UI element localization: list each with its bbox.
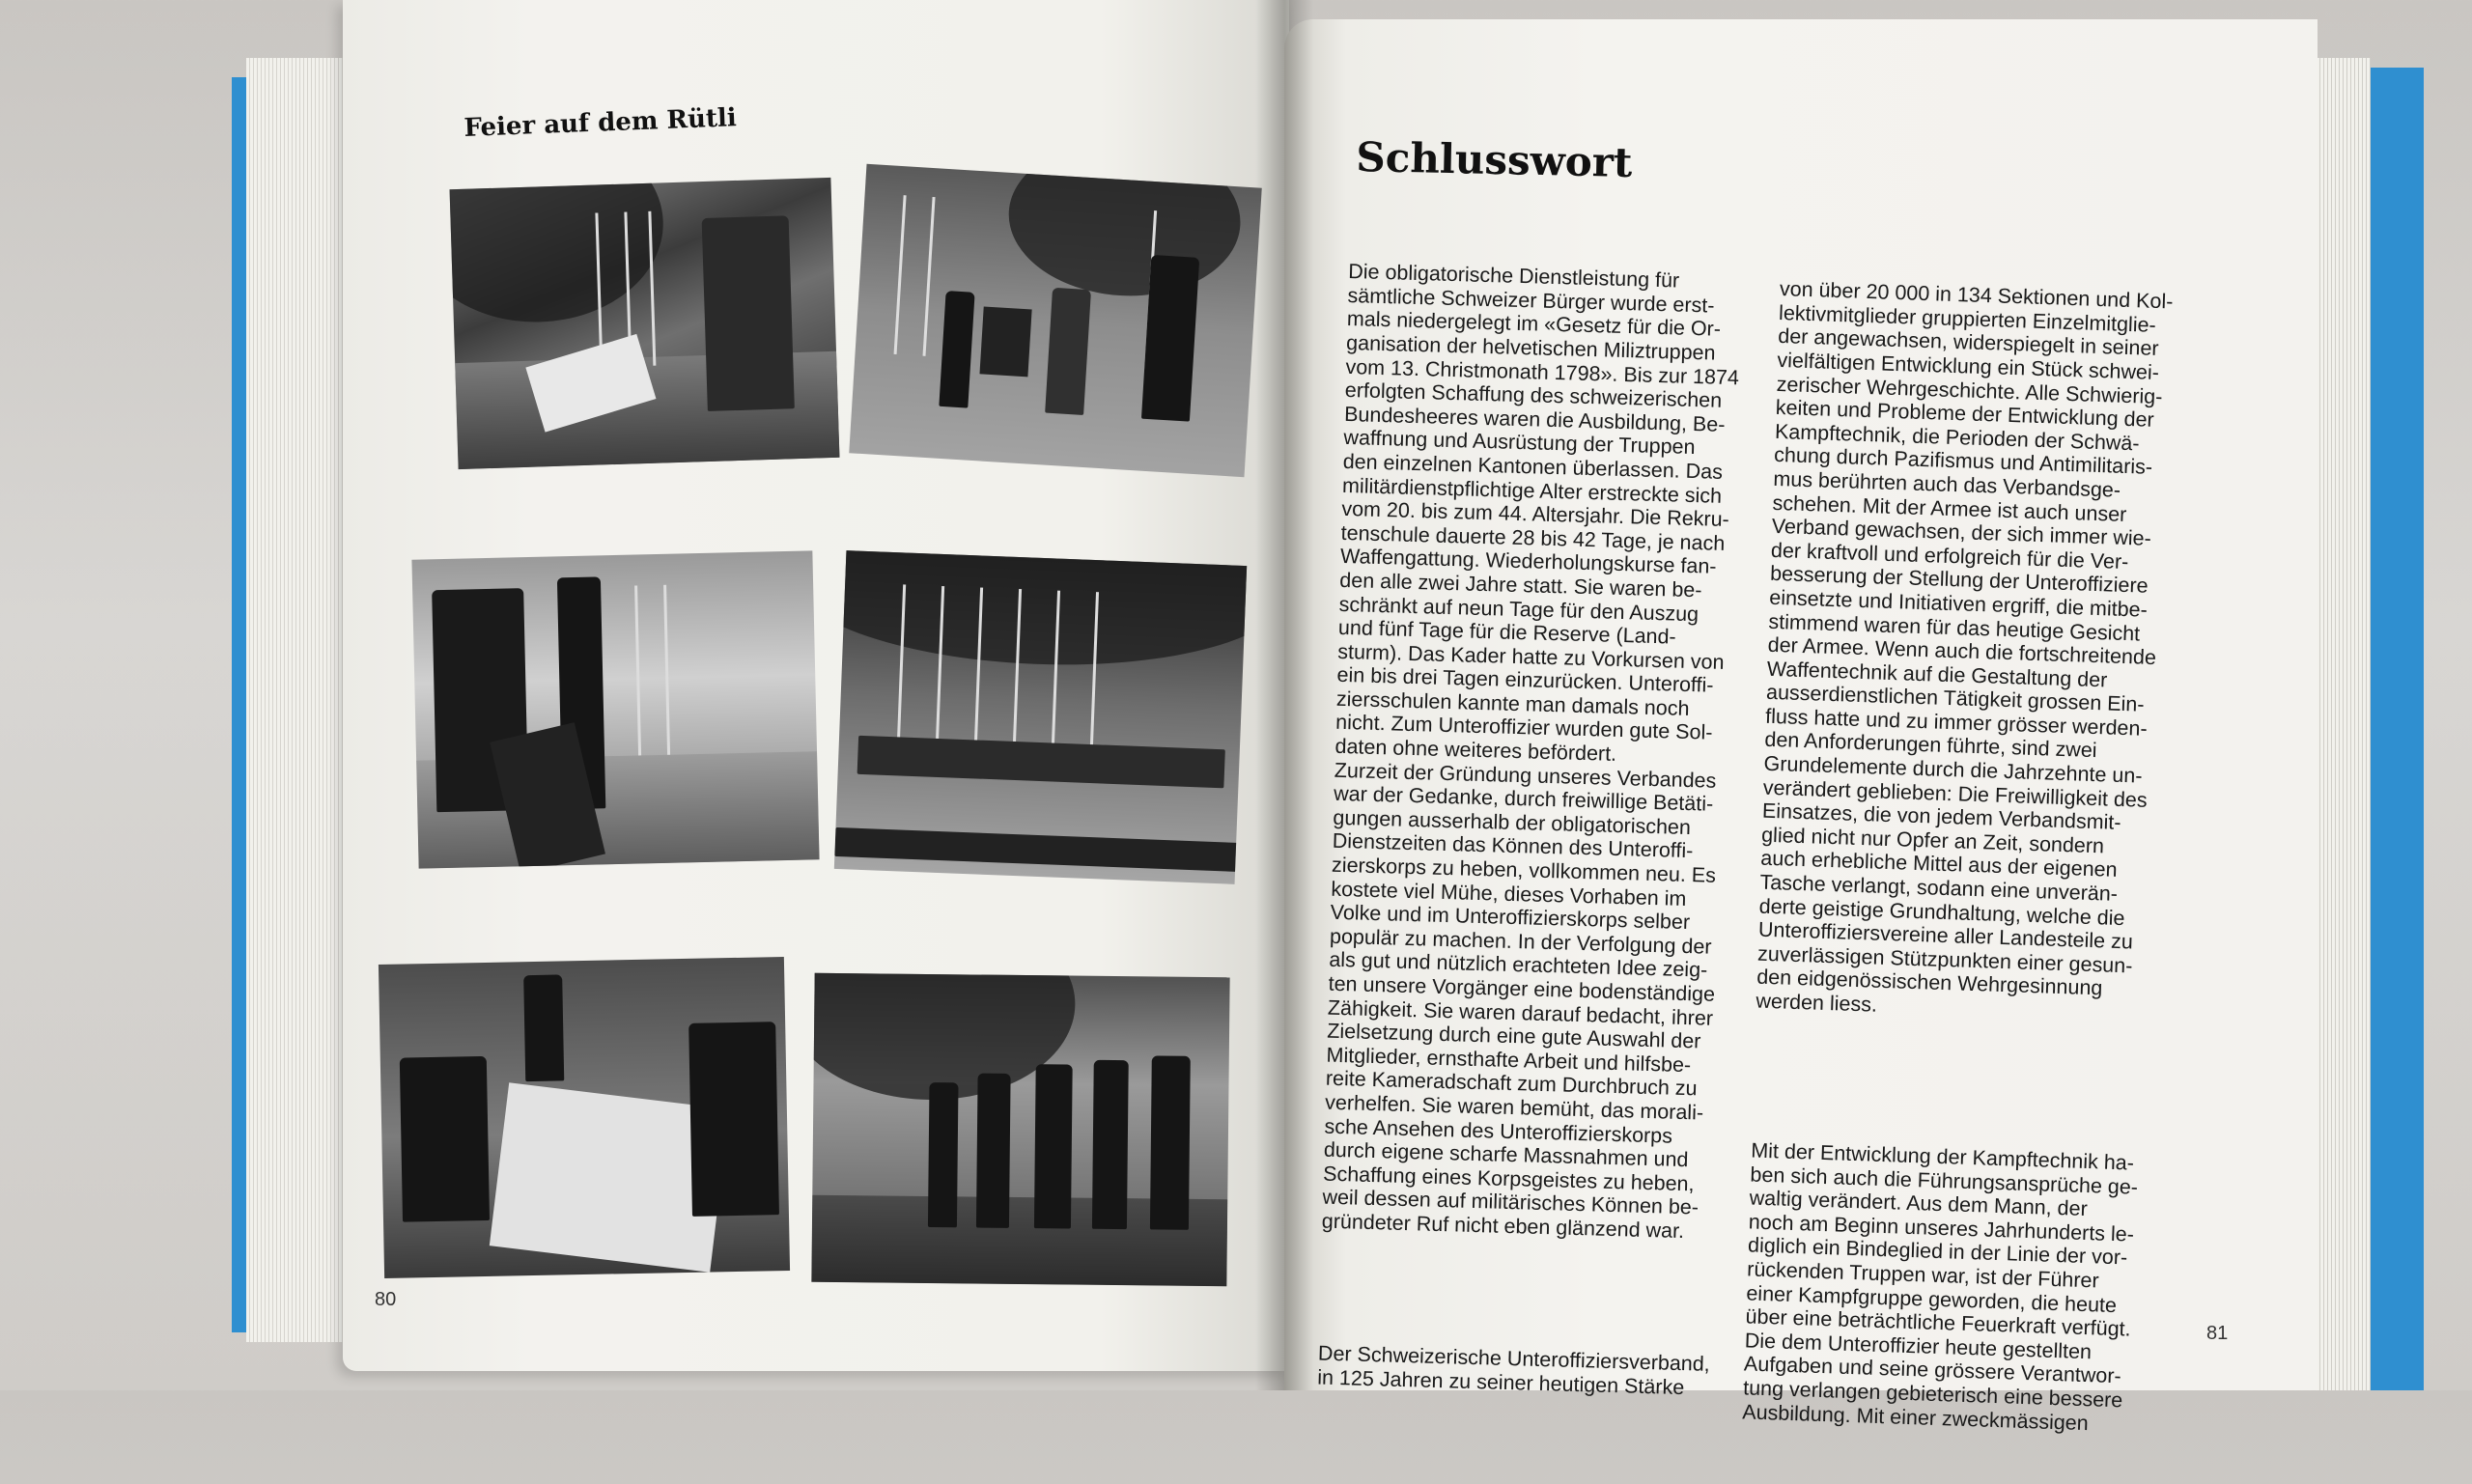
right-page-number: 81 <box>2206 1323 2229 1344</box>
paragraph-2: Der Schweizerische Unteroffiziersverband, in 125 Jahren zu seiner heutigen Stärke <box>1316 1341 1711 1399</box>
right-page-heading: Schlusswort <box>1355 133 1633 186</box>
photo-speaker-officer <box>450 178 840 469</box>
photo-banquet <box>379 957 790 1278</box>
paragraph-1: Die obligatorische Dienstleistung für sämtliche Schweizer Bürger wurde erst- mals niedergelegt im «Gesetz für die Or- ganisation der helvetischen Miliztruppen vom 13. Christmonath 1798». Bis zur 1874 erfolgten Schaffung des schweizerischen Bundesheeres waren die Ausbildung, Be- waffnung und Ausrüstung der Truppen den einzelnen Kantonen überlassen. Das militärdienstpflichtige Alter erstreckte sich vom 20. bis zum 44. Altersjahr. Die Rekru- tenschule dauerte 28 bis 42 Tage, je nach Waffengattung. Wiederholungskurse fan- den alle zwei Jahre statt. Sie waren be- schränkt auf neun Tage für den Auszug und fünf Tage für die Reserve (Land- sturm). Das Kader hatte zu Vorkursen von ein bis drei Tagen einzurücken. Unteroffi- ziersschulen kannte man damals noch nicht. Zum Unteroffizier wurden gute Sol- daten ohne weiteres befördert. Zurzeit der Gründung unseres Verbandes war der Gedanke, durch freiwillige Betäti- gungen ausserhalb der obligatorischen Dienstzeiten das Können des Unteroffi- zierskorps zu heben, vollkommen neu. Es kostete viel Mühe, dieses Vorhaben im Volke und im Unteroffizierskorps selber populär zu machen. In der Verfolgung der als gut und nützlich erachteten Idee zeig- ten unsere Vorgänger eine bodenständige Zähigkeit. Sie waren darauf bedacht, ihrer Zielsetzung durch eine gute Auswahl der Mitglieder, ernsthafte Arbeit und hilfsbe- reite Kameradschaft zum Durchbruch zu verhelfen. Sie waren bemüht, das morali- sche Ansehen des Unteroffizierskorps durch eigene scharfe Massnahmen und Schaffung eines Korpsgeistes zu heben, weil dessen auf militärisches Können be- gründeter Ruf nicht eben glänzend war. <box>1321 260 1740 1244</box>
photo-speaker-podium <box>411 550 819 868</box>
page-stack-right <box>2313 58 2371 1390</box>
photo-guests-standing <box>811 973 1229 1286</box>
left-page-heading: Feier auf dem Rütli <box>464 103 738 143</box>
text-column-2 <box>1740 230 2175 1484</box>
left-page-number: 80 <box>375 1289 397 1310</box>
book-gutter <box>1255 0 1313 1390</box>
text-column-1 <box>1316 212 1744 1447</box>
paragraph-4: Mit der Entwicklung der Kampftechnik ha- ben sich auch die Führungsansprüche ge- waltig verändert. Aus dem Mann, der noch am Beginn unseres Jahrhunderts le- diglich ein Bindeglied in der Linie der vor- rückenden Truppen war, ist der Führer einer Kampfgruppe geworden, die heute über eine beträchtliche Feuerkraft verfügt. Die dem Unteroffizier heute gestellten Aufgaben und seine grössere Verantwor- tung verlangen gebieterisch eine bessere Ausbildung. Mit einer zweckmässigen <box>1742 1138 2139 1435</box>
paragraph-3: von über 20 000 in 134 Sektionen und Kol- lektivmitglieder gruppierten Einzelmitglie- der angewachsen, widerspiegelt in seiner vielfältigen Entwicklung ein Stück schwei- zerischer Wehrgeschichte. Alle Schwierig- keiten und Probleme der Entwicklung der Kampftechnik, die Perioden der Schwä- chung durch Pazifismus und Antimilitaris- mus berührten auch das Verbandsge- schehen. Mit der Armee ist auch unser Verband gewachsen, der sich immer wie- der kraftvoll und erfolgreich für die Ver- besserung der Stellung der Unteroffiziere einsetzte und Initiativen ergriff, die mitbe- stimmend waren für das heutige Gesicht der Armee. Wenn auch die fortschreitende Waffentechnik auf die Gestaltung der ausserdienstlichen Tätigkeit grossen Ein- fluss hatte und zu immer grösser werden- den Anforderungen führte, sind zwei Grundelemente durch die Jahrzehnte un- verändert geblieben: Die Freiwilligkeit des Einsatzes, die von jedem Verbandsmit- glied nicht nur Opfer an Zeit, sondern auch erhebliche Mittel aus der eigenen Tasche verlangt, sodann eine unverän- derte geistige Grundhaltung, welche die Unteroffiziersvereine aller Landesteile zu zuverlässigen Stützpunkten einer gesun- den eidgenössischen Wehrgesinnung werden liess. <box>1756 277 2174 1017</box>
photo-flag-bearers <box>849 164 1262 477</box>
photo-assembly-flags <box>834 550 1247 884</box>
